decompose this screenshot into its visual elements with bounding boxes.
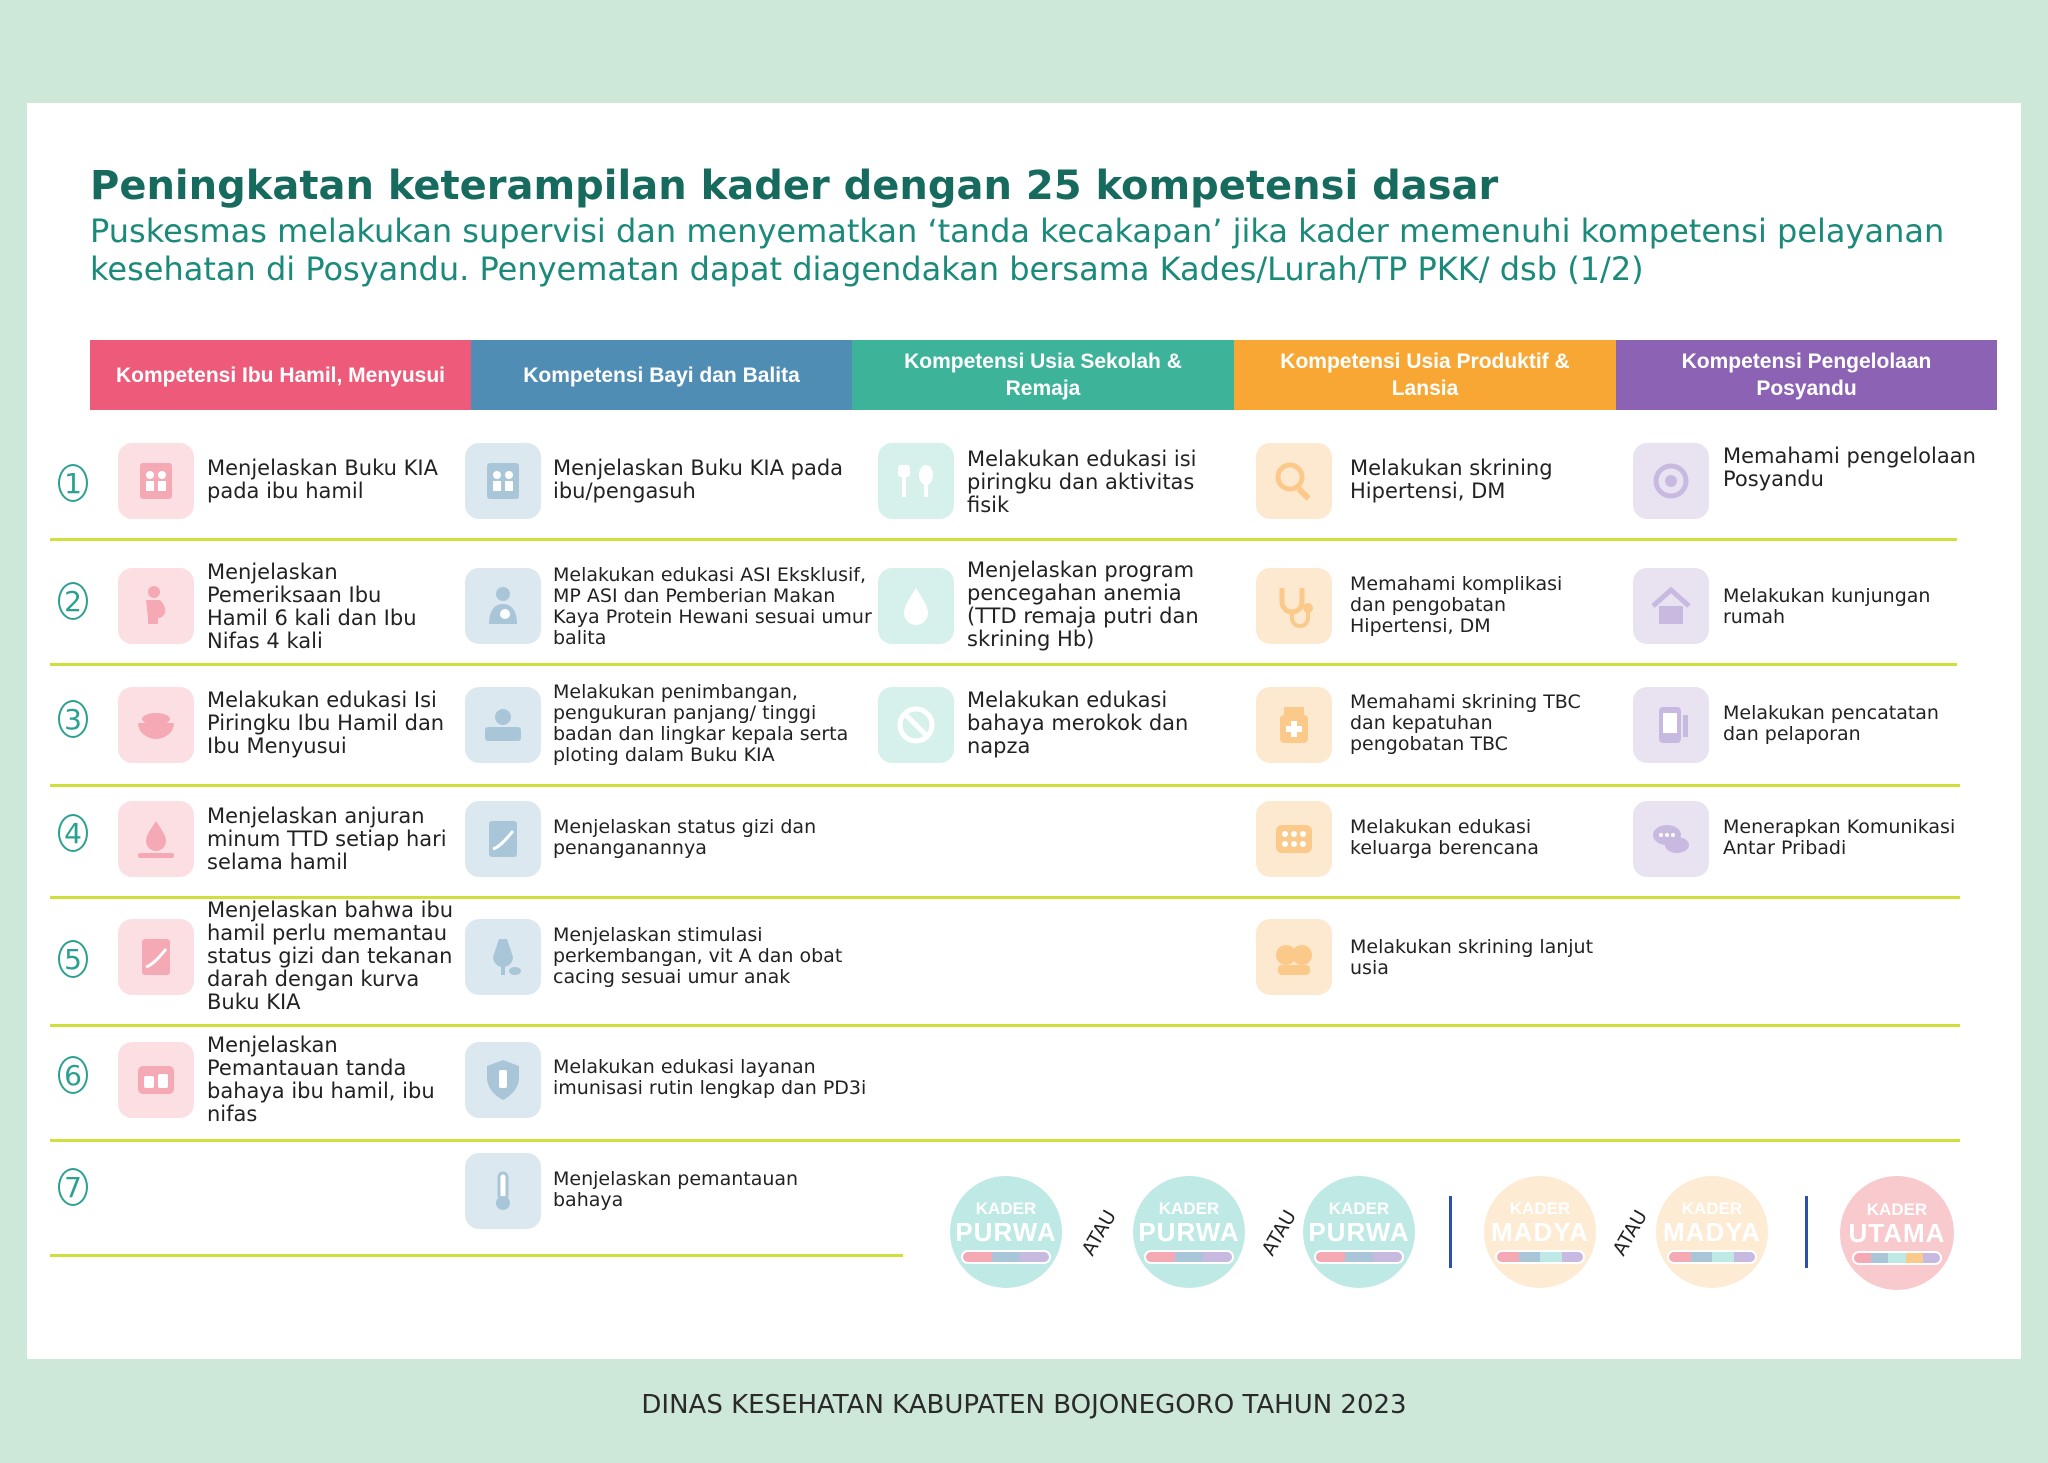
- badge-bar: [961, 1250, 1051, 1264]
- badge-bar: [1144, 1250, 1234, 1264]
- competency-text: Menerapkan Komunikasi Antar Pribadi: [1723, 816, 1956, 859]
- badge-kader-madya: [1484, 1176, 1596, 1288]
- magnifier-icon: [1256, 443, 1332, 519]
- competency-text: Melakukan edukasi layanan imunisasi rutin lengkap dan PD3i: [553, 1056, 867, 1099]
- badge-label-top: KADER: [975, 1199, 1037, 1218]
- badge-kader-purwa: [1303, 1176, 1415, 1288]
- row-divider: [50, 1254, 903, 1257]
- house-icon: [1633, 568, 1709, 644]
- footer-credit: DINAS KESEHATAN KABUPATEN BOJONEGORO TAHUN 2023: [641, 1390, 1407, 1420]
- competency-text: Melakukan skrining Hipertensi, DM: [1350, 456, 1553, 503]
- elderly-icon: [1256, 919, 1332, 995]
- page-subtitle: Puskesmas melakukan supervisi dan menyematkan ‘tanda kecakapan’ jika kader memenuhi kompetensi pelayanan kesehatan di Posyandu. Penyematan dapat diagendakan bersama Kades/Lurah/TP PKK/ dsb (1/2): [90, 212, 1945, 288]
- competency-text: Menjelaskan Buku KIA pada ibu/pengasuh: [553, 456, 844, 503]
- row-number: 2: [58, 582, 88, 620]
- competency-text: Melakukan penimbangan, pengukuran panjang/ tinggi badan dan lingkar kepala serta ploting dalam Buku KIA: [553, 681, 849, 766]
- competency-text: Menjelaskan Buku KIA pada ibu hamil: [207, 456, 438, 503]
- row-divider: [50, 663, 1957, 666]
- row-divider: [50, 1024, 1960, 1027]
- badge-kader-purwa: [1133, 1176, 1245, 1288]
- atau-label: ATAU: [1257, 1206, 1301, 1260]
- row-divider: [50, 538, 1957, 541]
- badge-bar: [1852, 1251, 1942, 1265]
- atau-label: ATAU: [1077, 1206, 1121, 1260]
- badge-separator: [1449, 1196, 1452, 1268]
- chart-book-icon: [118, 919, 194, 995]
- no-smoking-icon: [878, 687, 954, 763]
- bowl-icon: [118, 687, 194, 763]
- badge-label-main: PURWA: [1138, 1217, 1240, 1247]
- competency-text: Menjelaskan anjuran minum TTD setiap hari selama hamil: [207, 804, 447, 874]
- atau-label: ATAU: [1608, 1206, 1652, 1260]
- cycle-icon: [1633, 443, 1709, 519]
- vaccine-shield-icon: [465, 1042, 541, 1118]
- competency-text: Melakukan edukasi isi piringku dan aktivitas fisik: [967, 447, 1197, 517]
- book-family-icon: [465, 443, 541, 519]
- column-header-pengelolaan: Kompetensi Pengelolaan Posyandu: [1616, 340, 1997, 410]
- pill-pack-icon: [1256, 801, 1332, 877]
- badge-label-top: KADER: [1681, 1199, 1743, 1218]
- competency-text: Melakukan kunjungan rumah: [1723, 585, 1931, 628]
- badge-label-top: KADER: [1509, 1199, 1571, 1218]
- badge-kader-purwa: [950, 1176, 1062, 1288]
- competency-text: Melakukan edukasi Isi Piringku Ibu Hamil dan Ibu Menyusui: [207, 688, 445, 758]
- thermometer-icon: [465, 1153, 541, 1229]
- competency-text: Memahami skrining TBC dan kepatuhan pengobatan TBC: [1350, 691, 1581, 755]
- badge-label-main: MADYA: [1663, 1217, 1761, 1247]
- column-header-ibu-hamil: Kompetensi Ibu Hamil, Menyusui: [90, 340, 471, 410]
- badge-label-top: KADER: [1158, 1199, 1220, 1218]
- drop-pill-icon: [118, 801, 194, 877]
- badge-label-main: PURWA: [1308, 1217, 1410, 1247]
- competency-text: Menjelaskan Pemeriksaan Ibu Hamil 6 kali dan Ibu Nifas 4 kali: [207, 560, 417, 653]
- column-header-usia-produktif: Kompetensi Usia Produktif & Lansia: [1234, 340, 1616, 410]
- breastfeeding-icon: [465, 568, 541, 644]
- badge-separator: [1805, 1196, 1808, 1268]
- competency-text: Menjelaskan Pemantauan tanda bahaya ibu hamil, ibu nifas: [207, 1033, 435, 1126]
- competency-text: Melakukan skrining lanjut usia: [1350, 936, 1594, 979]
- badge-bar: [1314, 1250, 1404, 1264]
- competency-text: Menjelaskan pemantauan bahaya: [553, 1168, 799, 1211]
- badge-kader-madya: [1656, 1176, 1768, 1288]
- column-header-usia-sekolah: Kompetensi Usia Sekolah & Remaja: [852, 340, 1234, 410]
- competency-text: Melakukan edukasi ASI Eksklusif, MP ASI dan Pemberian Makan Kaya Protein Hewani sesuai umur balita: [553, 564, 872, 649]
- warning-card-icon: [118, 1042, 194, 1118]
- medicine-icon: [1256, 687, 1332, 763]
- competency-text: Menjelaskan status gizi dan penanganannya: [553, 816, 817, 859]
- competency-text: Menjelaskan bahwa ibu hamil perlu memantau status gizi dan tekanan darah dengan kurva Buku KIA: [207, 898, 454, 1014]
- page-title: Peningkatan keterampilan kader dengan 25 kompetensi dasar: [90, 163, 1499, 209]
- food-icon: [878, 443, 954, 519]
- competency-text: Menjelaskan program pencegahan anemia (TTD remaja putri dan skrining Hb): [967, 558, 1199, 651]
- blood-drop-icon: [878, 568, 954, 644]
- column-header-bayi-balita: Kompetensi Bayi dan Balita: [471, 340, 852, 410]
- badge-label-top: KADER: [1328, 1199, 1390, 1218]
- badge-label-main: MADYA: [1491, 1217, 1589, 1247]
- row-number: 3: [58, 700, 88, 738]
- competency-text: Memahami komplikasi dan pengobatan Hipertensi, DM: [1350, 573, 1563, 637]
- row-number: 5: [58, 940, 88, 978]
- row-number: 4: [58, 814, 88, 852]
- badge-label-main: PURWA: [955, 1217, 1057, 1247]
- badge-bar: [1495, 1250, 1585, 1264]
- competency-text: Melakukan pencatatan dan pelaporan: [1723, 702, 1939, 745]
- chat-icon: [1633, 801, 1709, 877]
- badge-label-main: UTAMA: [1848, 1218, 1946, 1248]
- competency-text: Memahami pengelolaan Posyandu: [1723, 444, 1976, 491]
- row-number: 1: [58, 464, 88, 502]
- pregnant-icon: [118, 568, 194, 644]
- row-number: 6: [58, 1056, 88, 1094]
- badge-label-top: KADER: [1866, 1200, 1928, 1219]
- vitamin-icon: [465, 919, 541, 995]
- chart-book-icon: [465, 801, 541, 877]
- competency-text: Melakukan edukasi keluarga berencana: [1350, 816, 1539, 859]
- row-number: 7: [58, 1168, 88, 1206]
- row-divider: [50, 784, 1960, 787]
- stethoscope-icon: [1256, 568, 1332, 644]
- competency-text: Melakukan edukasi bahaya merokok dan napza: [967, 688, 1189, 758]
- phone-report-icon: [1633, 687, 1709, 763]
- book-family-icon: [118, 443, 194, 519]
- badge-kader-utama: [1840, 1176, 1954, 1290]
- badge-bar: [1667, 1250, 1757, 1264]
- competency-text: Menjelaskan stimulasi perkembangan, vit A dan obat cacing sesuai umur anak: [553, 924, 843, 988]
- row-divider: [50, 1139, 1960, 1142]
- scale-icon: [465, 687, 541, 763]
